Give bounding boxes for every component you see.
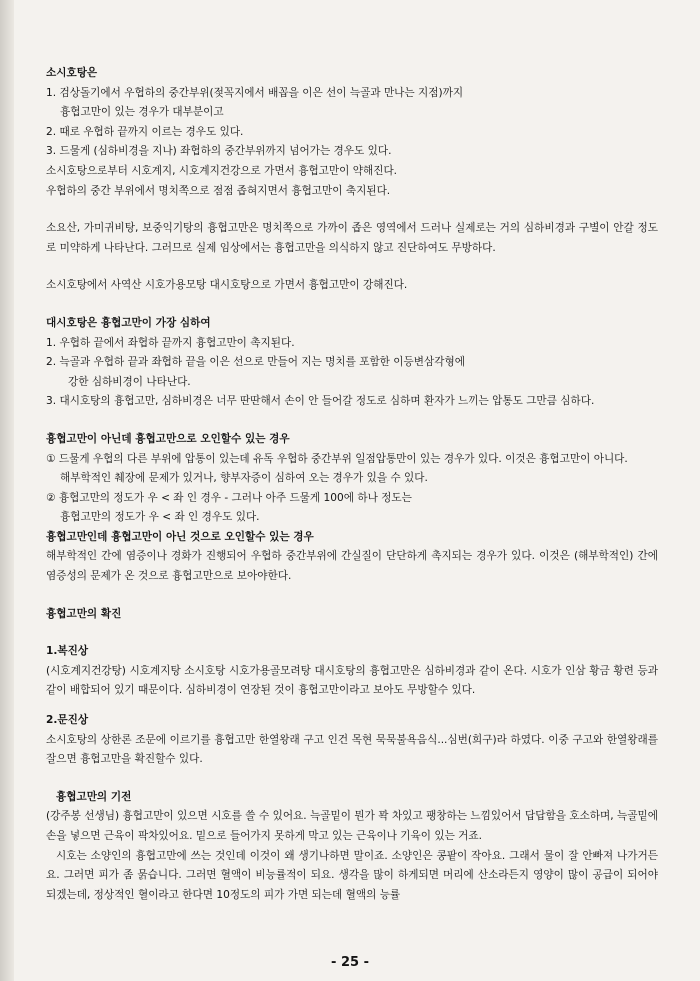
note-line: 우협하의 중간 부위에서 명치쪽으로 점점 좁혀지면서 흉협고만이 축지된다. (46, 184, 391, 197)
paragraph: 시호는 소양인의 흉협고만에 쓰는 것인데 이것이 왜 생기나하면 말이죠. 소양인은 콩팥이 작아요. 그래서 물이 잘 안빠져 나가거든요. 그러면 피가 좀 묽습니다. 그러면 혈액이 비능률적이 되요. 생각을 많이 하게되면 머리에 산소라든지 영양이 많이 공급이 되어야 되겠는데, 정상적인 혈이라고 한다면 10정도의 피가 가면 되는데 혈액의 능률 (46, 849, 658, 901)
list-item: 1. 우협하 끝에서 좌협하 끝까지 흉협고만이 촉지된다. (46, 336, 295, 349)
subsection-title: 1.복진상 (46, 645, 89, 658)
paragraph: 소시호탕의 상한론 조문에 이르기를 흉협고만 한열왕래 구고 인건 목현 묵묵불욕음식...심번(희구)라 하였다. 이중 구고와 한열왕래를 잘으면 흉협고만을 확진할수 있다. (46, 733, 658, 766)
paragraph: 소요산, 가미귀비탕, 보중익기탕의 흉협고만은 명치쪽으로 가까이 좁은 영역에서 드러나 실제로는 거의 심하비경과 구별이 안갈 정도로 미약하게 나타난다. 그러므로 실제 임상에서는 흉협고만을 의식하지 않고 진단하여도 무방하다. (46, 222, 658, 254)
section-title-misread: 흉협고만이 아닌데 흉협고만으로 오인할수 있는 경우 (46, 432, 290, 445)
subsection-title: 흉협고만인데 흉협고만이 아닌 것으로 오인할수 있는 경우 (46, 530, 314, 543)
list-item: 3. 드물게 (심하비경을 지나) 좌협하의 중간부위까지 넘어가는 경우도 있다. (46, 145, 392, 158)
document-body (46, 64, 658, 905)
page-number: - 25 - (331, 955, 369, 970)
paragraph: 소시호탕에서 사역산 시호가용모탕 대시호탕으로 가면서 흉협고만이 강해진다. (46, 279, 408, 292)
note-line: 소시호탕으로부터 시호계지, 시호계지건강으로 가면서 흉협고만이 약해진다. (46, 164, 398, 177)
paragraph: (강주봉 선생님) 흉협고만이 있으면 시호를 쓸 수 있어요. 늑골밑이 뭔가 꽉 차있고 팽창하는 느낌있어서 답답함을 호소하며, 늑골밑에 손을 넣으면 근육이 팍차있어요. 밑으로 들어가지 못하게 막고 있는 근육이나 기육이 있는 거죠. (46, 810, 658, 842)
list-item: 1. 검상돌기에서 우협하의 중간부위(젖꼭지에서 배꼽을 이은 선이 늑골과 만나는 지점)까지 (46, 86, 464, 99)
list-item: 2. 늑골과 우협하 끝과 좌협하 끝을 이은 선으로 만들어 지는 명치를 포함한 이등변삼각형에 (46, 356, 465, 369)
list-item: 3. 대시호탕의 흉협고만, 심하비경은 너무 딴딴해서 손이 안 들어갈 정도로 심하며 환자가 느끼는 압통도 그만큼 심하다. (46, 395, 595, 408)
section-title-sosiho: 소시호탕은 (46, 67, 98, 79)
list-item: 강한 심하비경이 나타난다. (68, 375, 191, 388)
list-item: 흉협고만의 정도가 우 < 좌 인 경우도 있다. (60, 511, 260, 524)
list-item: 2. 때로 우협하 끝까지 이르는 경우도 있다. (46, 125, 244, 138)
paragraph: 해부학적인 간에 염증이나 경화가 진행되어 우협하 중간부위에 간실질이 단단하게 촉지되는 경우가 있다. 이것은 (해부학적인) 간에 염증성의 문제가 온 것으로 흉협고만으로 보아야한다. (46, 550, 658, 583)
section-title-origin: 흉협고만의 기전 (56, 790, 132, 803)
list-item: ② 흉협고만의 정도가 우 < 좌 인 경우 - 그러나 아주 드물게 100에 하나 정도는 (46, 491, 412, 504)
paragraph: (시호계지건강탕) 시호계지탕 소시호탕 시호가용골모려탕 대시호탕의 흉협고만은 심하비경과 같이 온다. 시호가 인삼 황금 황련 등과 같이 배합되어 있기 때문이다. 심하비경이 연장된 것이 흉협고만이라고 보아도 무방할수 있다. (46, 664, 658, 697)
section-title-confirm: 흉협고만의 확진 (46, 607, 122, 620)
list-item: 해부학적인 췌장에 문제가 있거나, 향부자증이 심하여 오는 경우가 있을 수 있다. (60, 472, 428, 485)
subsection-title: 2.문진상 (46, 714, 89, 727)
list-item: 흉협고만이 있는 경우가 대부분이고 (60, 106, 224, 119)
scan-page-edge (0, 0, 14, 981)
list-item: ① 드물게 우협의 다른 부위에 압통이 있는데 유독 우협하 중간부위 일점압통만이 있는 경우가 있다. 이것은 흉협고만이 아니다. (46, 452, 628, 465)
section-title-daesiho: 대시호탕은 흉협고만이 가장 심하여 (46, 316, 211, 329)
